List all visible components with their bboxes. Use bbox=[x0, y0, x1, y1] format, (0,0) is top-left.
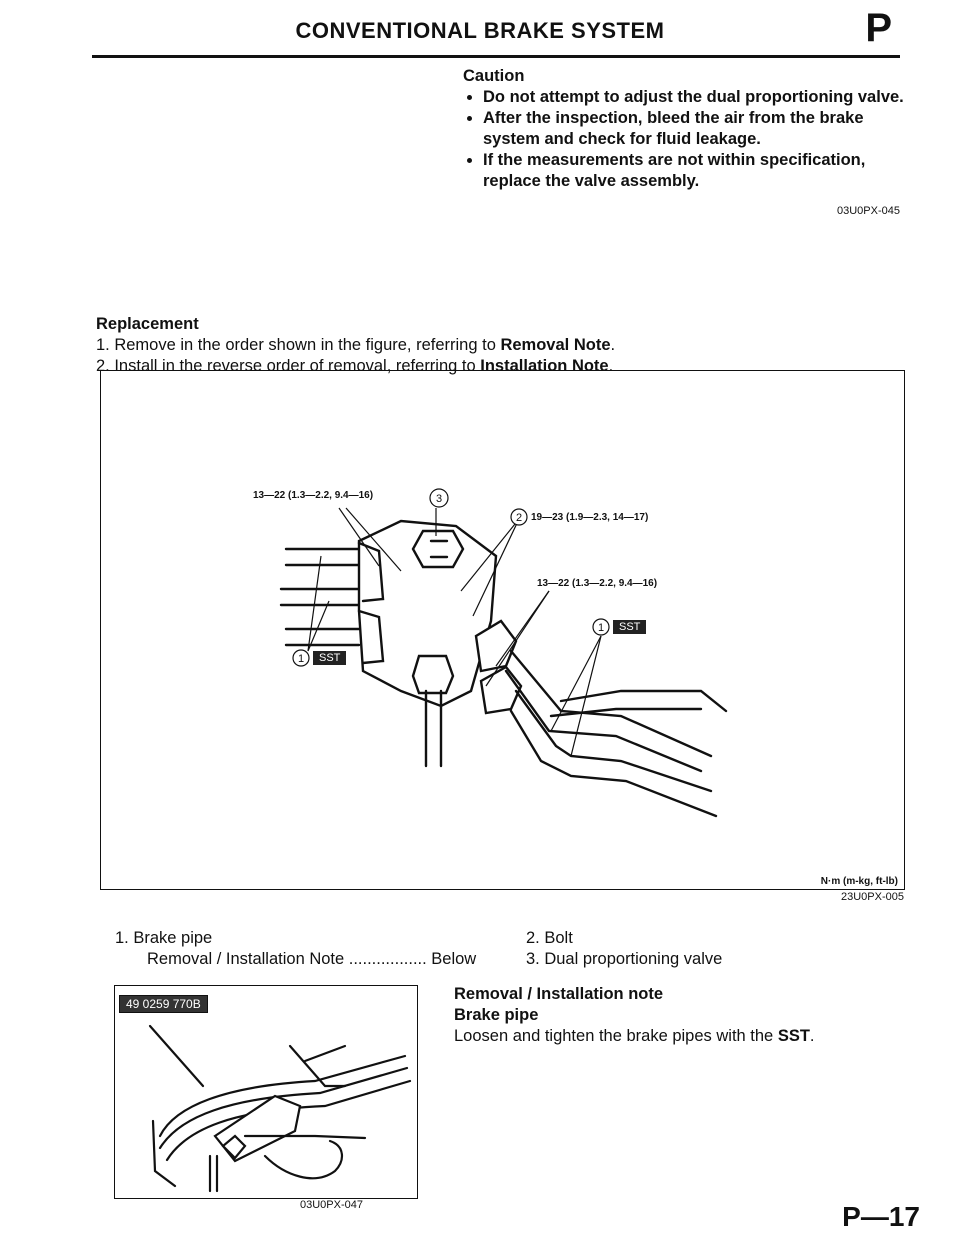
sst-usage-figure bbox=[114, 985, 418, 1199]
page-title: CONVENTIONAL BRAKE SYSTEM bbox=[295, 18, 665, 43]
torque-spec-flare-nut: 13—22 (1.3—2.2, 9.4—16) bbox=[537, 578, 658, 589]
wrench-illustration bbox=[115, 986, 417, 1198]
callout-1: 1 bbox=[297, 653, 305, 665]
caution-heading: Caution bbox=[463, 67, 525, 85]
sst-badge: SST bbox=[313, 651, 346, 665]
sst-part-number: 49 0259 770B bbox=[119, 995, 208, 1013]
legend-item: 3. Dual proportioning valve bbox=[526, 950, 723, 968]
note-body: . bbox=[809, 1027, 815, 1045]
removal-installation-note bbox=[454, 984, 914, 1047]
replacement-step-1 bbox=[96, 335, 916, 356]
brake-valve-illustration bbox=[101, 371, 904, 889]
removal-note-ref: Removal Note bbox=[500, 336, 611, 354]
legend-item: 2. Bolt bbox=[526, 929, 573, 947]
legend-right bbox=[526, 928, 722, 970]
note-subheading: Brake pipe bbox=[454, 1006, 539, 1024]
caution-item: • After the inspection, bleed the air from the brake system and check for fluid leakage. bbox=[483, 108, 913, 150]
exploded-view-figure bbox=[100, 370, 905, 890]
callout-2: 2 bbox=[515, 512, 523, 524]
note-body: Loosen and tighten the brake pipes with the bbox=[454, 1027, 778, 1045]
sst-badge: SST bbox=[613, 620, 646, 634]
header-rule bbox=[92, 55, 900, 58]
note-heading: Removal / Installation note bbox=[454, 985, 664, 1003]
figure-code: 03U0PX-047 bbox=[300, 1199, 363, 1211]
callout-3: 3 bbox=[435, 493, 443, 505]
caution-block bbox=[463, 66, 913, 192]
sst-ref: SST bbox=[777, 1027, 810, 1045]
step-text: . bbox=[610, 336, 616, 354]
replacement-title: Replacement bbox=[96, 315, 199, 333]
legend-subitem: Removal / Installation Note ................. Below bbox=[147, 950, 477, 968]
replacement-section bbox=[96, 314, 916, 377]
step-text: . bbox=[608, 357, 614, 375]
torque-spec-left: 13—22 (1.3—2.2, 9.4—16) bbox=[253, 490, 374, 501]
step-text: 1. Remove in the order shown in the figure, referring to bbox=[96, 336, 501, 354]
installation-note-ref: Installation Note bbox=[480, 357, 609, 375]
page-number: P—17 bbox=[842, 1201, 920, 1232]
section-letter: P bbox=[865, 6, 892, 50]
torque-units: N·m (m-kg, ft-lb) bbox=[820, 876, 898, 887]
figure-code: 03U0PX-045 bbox=[837, 205, 900, 217]
figure-code: 23U0PX-005 bbox=[841, 891, 904, 903]
caution-item: • If the measurements are not within specification, replace the valve assembly. bbox=[483, 150, 913, 192]
note-text bbox=[454, 1026, 914, 1047]
callout-1: 1 bbox=[597, 622, 605, 634]
caution-item: • Do not attempt to adjust the dual proportioning valve. bbox=[483, 87, 913, 108]
step-text: 2. Install in the reverse order of removal, referring to bbox=[96, 357, 481, 375]
torque-spec-bolt: 19—23 (1.9—2.3, 14—17) bbox=[531, 512, 649, 523]
caution-list bbox=[463, 87, 913, 192]
legend-left bbox=[115, 928, 476, 970]
legend-item: 1. Brake pipe bbox=[115, 929, 213, 947]
